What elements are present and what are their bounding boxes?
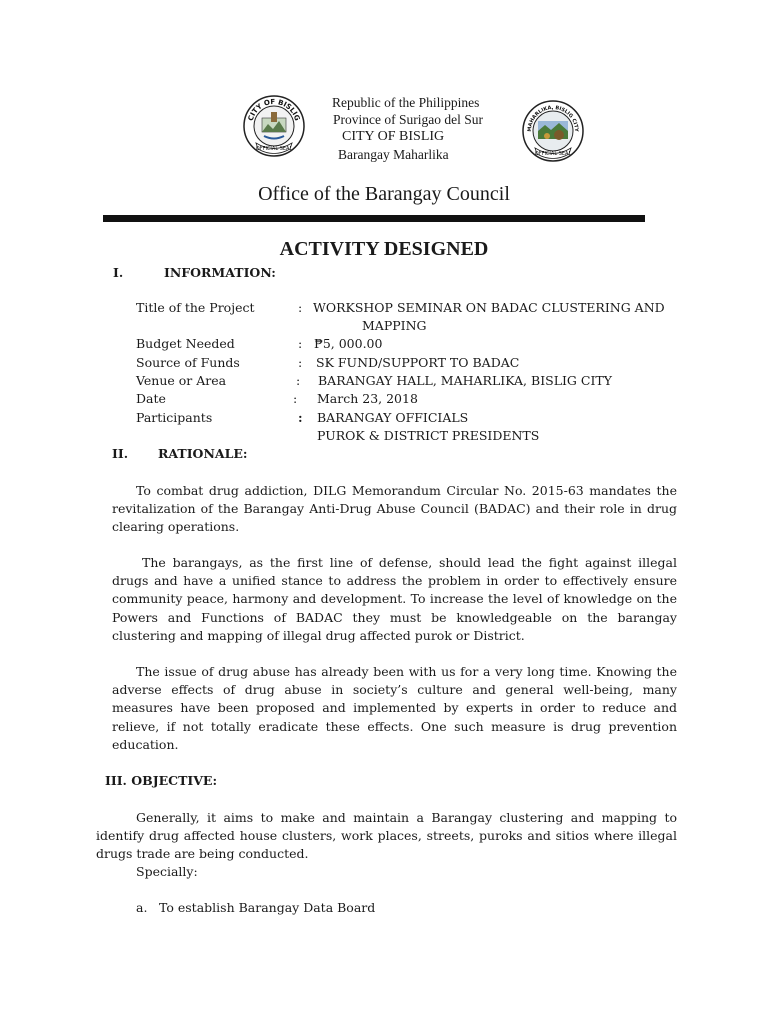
header-province-line: Province of Surigao del Sur [333,112,483,127]
left-seal-ring-text: CITY OF BISLIG [246,97,302,122]
objective-specially: Specially: [136,864,198,879]
rationale-paragraph-2: The barangays, as the first line of defense, should lead the fight against illegal drugs and have a unified stance to address the problem in order to effectively ensure community peace, harmony and development. To increase the level of knowledge on the Powers and Functions of BADAC they must be knowledgeable on the barangay clustering and mapping of illegal drug affected purok or District. [112,555,677,643]
info-label-budget: Budget Needed [136,336,235,351]
info-value-date: March 23, 2018 [317,391,418,406]
rationale-paragraph-3: The issue of drug abuse has already been with us for a very long time. Knowing the adverse effects of drug abuse in society’s culture and general well-being, many measures have been proposed and implemented by experts in order to reduce and relieve, if not totally eradicate these effects. One such measure is drug prevention education. [112,664,677,752]
rationale-paragraph-1: To combat drug addiction, DILG Memorandum Circular No. 2015-63 mandates the revitalization of the Barangay Anti-Drug Abuse Council (BADAC) and their role in drug clearing operations. [112,483,677,535]
info-value-title: WORKSHOP SEMINAR ON BADAC CLUSTERING AND [313,300,665,315]
header-divider [103,215,645,222]
objective-item-marker: a. [136,900,148,915]
section-2-number: II. [112,446,129,461]
info-sep-venue: : [296,373,301,388]
info-value-source: SK FUND/SUPPORT TO BADAC [316,355,520,370]
office-title: Office of the Barangay Council [258,183,510,205]
barangay-maharlika-seal [521,99,585,163]
header-city-line: CITY OF BISLIG [342,129,445,144]
info-value-budget: ₱5, 000.00 [314,336,383,351]
objective-item-text: To establish Barangay Data Board [159,900,376,915]
right-seal-ribbon-text: OFFICIAL SEAL [534,151,572,157]
header-republic-line: Republic of the Philippines [332,95,480,110]
info-value-participants: BARANGAY OFFICIALS [317,410,469,425]
section-3-title: III. OBJECTIVE: [105,773,218,788]
info-value-participants-cont: PUROK & DISTRICT PRESIDENTS [317,428,540,443]
info-sep-budget: : [298,336,303,351]
info-label-date: Date [136,391,166,406]
info-sep-date: : [293,391,298,406]
info-label-title: Title of the Project [136,300,255,315]
info-sep-title: : [298,300,303,315]
info-value-title-cont: MAPPING [362,318,427,333]
city-of-bislig-seal [242,94,306,158]
info-label-source: Source of Funds [136,355,240,370]
document-title: ACTIVITY DESIGNED [279,238,489,260]
right-seal-ring-text: MAHARLIKA, BISLIG CITY [526,104,580,132]
header-barangay-line: Barangay Maharlika [338,147,449,162]
section-1-title: INFORMATION: [164,265,276,280]
left-seal-ribbon-text: OFFICIAL SEAL [255,146,293,152]
info-sep-source: : [298,355,303,370]
info-value-venue: BARANGAY HALL, MAHARLIKA, BISLIG CITY [318,373,612,388]
section-1-number: I. [113,265,124,280]
info-sep-participants: : [298,410,303,425]
info-label-participants: Participants [136,410,213,425]
info-label-venue: Venue or Area [136,373,227,388]
objective-paragraph: Generally, it aims to make and maintain a Barangay clustering and mapping to identify drug affected house clusters, work places, streets, puroks and sitios where illegal drugs trade are being conducted. [96,810,677,862]
section-2-title: RATIONALE: [158,446,248,461]
